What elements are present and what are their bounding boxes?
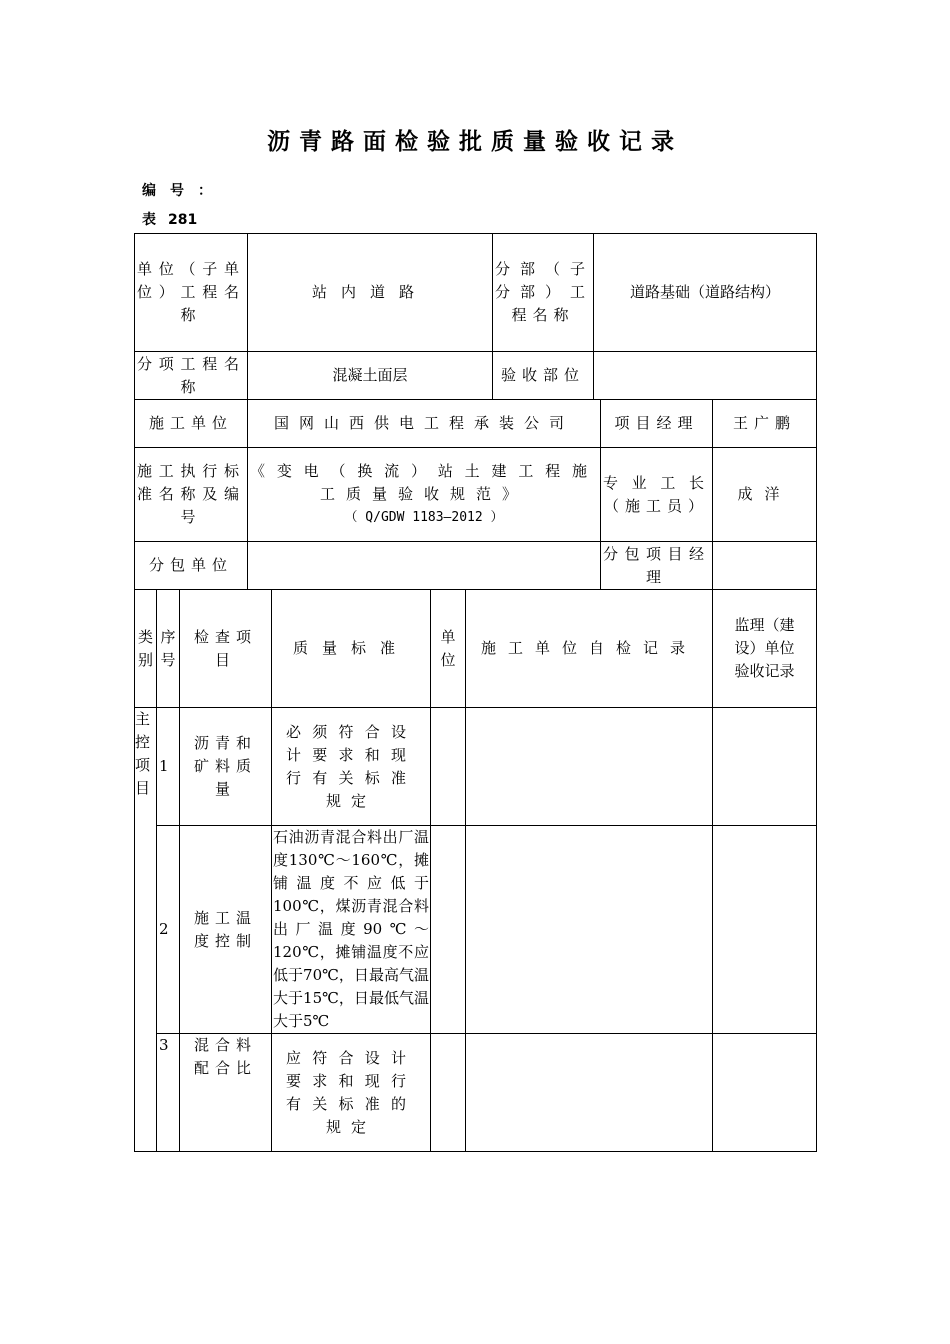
foreman-value: 成洋: [713, 448, 817, 542]
col-supervision: 监理（建设）单位验收记录: [713, 590, 817, 708]
row-seq: 2: [157, 826, 180, 1034]
col-unit: 单位: [431, 590, 466, 708]
row-item: 沥青和矿料质量: [180, 708, 272, 826]
row-self-check: [466, 708, 713, 826]
row-standard: 石油沥青混合料出厂温度130℃～160℃，摊铺温度不应低于100℃，煤沥青混合料出厂温度90℃～120℃，摊铺温度不应低于70℃，日最高气温大于15℃，日最低气温大于5℃: [272, 826, 431, 1034]
row-unit: [431, 826, 466, 1034]
standard-cell: [248, 448, 601, 542]
row-unit: [431, 708, 466, 826]
item-project-label: 分项工程名称: [135, 352, 248, 400]
subcontract-manager-value: [713, 542, 817, 590]
row-unit: [431, 1034, 466, 1152]
page-title: 沥青路面检验批质量验收记录: [267, 129, 683, 155]
col-category: 类别: [135, 590, 157, 708]
table-number-value: 281: [168, 212, 198, 228]
sub-project-label: 分部（子分部）工程名称: [493, 234, 594, 352]
sub-project-value: 道路基础（道路结构）: [594, 234, 817, 352]
construction-unit-value: 国网山西供电工程承装公司: [248, 400, 601, 448]
unit-project-label: 单位（子单位）工程名称: [135, 234, 248, 352]
col-self-check: 施工单位自检记录: [466, 590, 713, 708]
standard-code: （ Q/GDW 1183—2012 ）: [344, 510, 504, 525]
row-seq: 1: [157, 708, 180, 826]
record-number-label: 编号：: [142, 183, 226, 199]
standard-value: 《变电（换流）站土建工程施工质量验收规范》: [250, 462, 599, 503]
col-standard: 质量标准: [272, 590, 431, 708]
header-table: [134, 233, 817, 590]
project-manager-value: 王广鹏: [713, 400, 817, 448]
col-seq: 序号: [157, 590, 180, 708]
row-seq: 3: [157, 1034, 180, 1152]
item-project-value: 混凝土面层: [248, 352, 493, 400]
row-supervision: [713, 708, 817, 826]
subcontract-value: [248, 542, 601, 590]
acceptance-part-value: [594, 352, 817, 400]
table-label: 表: [142, 212, 156, 228]
row-self-check: [466, 1034, 713, 1152]
row-self-check: [466, 826, 713, 1034]
table-row: [135, 1034, 817, 1152]
table-number: [142, 209, 197, 229]
project-manager-label: 项目经理: [601, 400, 713, 448]
unit-project-value: 站内道路: [248, 234, 493, 352]
foreman-label: 专业工长（施工员）: [601, 448, 713, 542]
table-row: [135, 826, 817, 1034]
inspection-table: [134, 589, 817, 1152]
row-supervision: [713, 826, 817, 1034]
row-standard: 必须符合设计要求和现行有关标准规定: [272, 708, 431, 826]
row-item: 施工温度控制: [180, 826, 272, 1034]
subcontract-label: 分包单位: [135, 542, 248, 590]
row-item: 混合料配合比: [180, 1034, 272, 1152]
acceptance-part-label: 验收部位: [493, 352, 594, 400]
row-standard: 应符合设计要求和现行有关标准的规定: [272, 1034, 431, 1152]
standard-label: 施工执行标准名称及编号: [135, 448, 248, 542]
subcontract-manager-label: 分包项目经理: [601, 542, 713, 590]
col-item: 检查项目: [180, 590, 272, 708]
row-supervision: [713, 1034, 817, 1152]
construction-unit-label: 施工单位: [135, 400, 248, 448]
table-row: [135, 708, 817, 826]
category-main: 主控项目: [135, 708, 157, 1152]
